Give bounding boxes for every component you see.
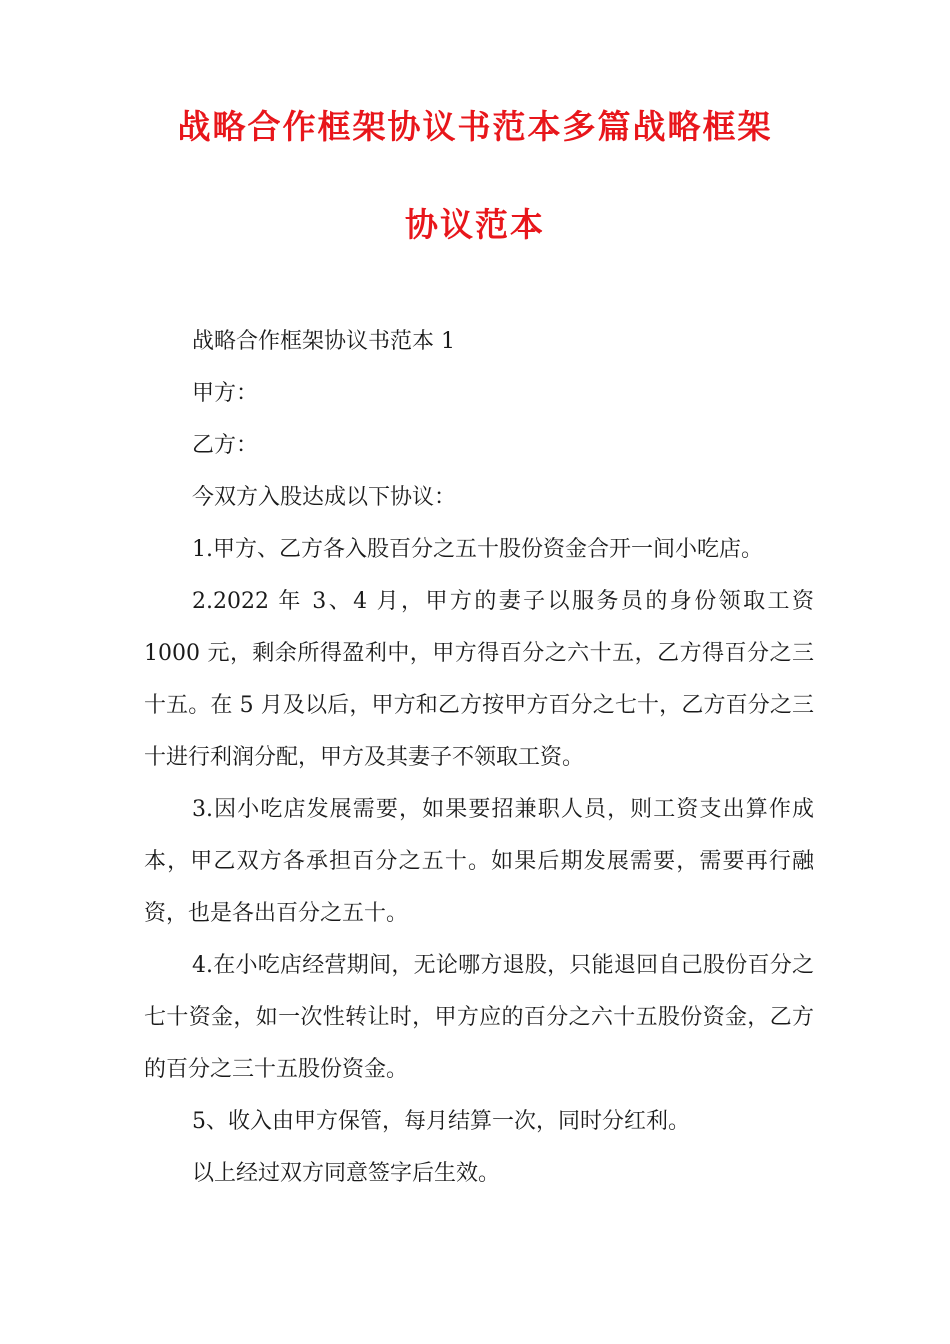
clause-3: 3.因小吃店发展需要，如果要招兼职人员，则工资支出算作成本，甲乙双方各承担百分之五十。如果后期发展需要，需要再行融资，也是各出百分之五十。	[144, 797, 814, 926]
party-b-line: 乙方：	[192, 433, 259, 458]
agreement-intro: 今双方入股达成以下协议：	[192, 485, 457, 510]
clause-2: 2.2022 年 3、4 月，甲方的妻子以服务员的身份领取工资 1000 元，剩余所得盈利中，甲方得百分之六十五，乙方得百分之三十五。在 5 月及以后，甲方和乙方按甲方百分之七十，乙方百分之三十进行利润分配，甲方及其妻子不领取工资。	[144, 589, 814, 770]
closing-statement: 以上经过双方同意签字后生效。	[192, 1161, 501, 1186]
document-title-line-2: 协议范本	[405, 205, 545, 244]
document-title-line-1: 战略合作框架协议书范本多篇战略框架	[177, 107, 773, 146]
clause-4: 4.在小吃店经营期间，无论哪方退股，只能退回自己股份百分之七十资金，如一次性转让时，甲方应的百分之六十五股份资金，乙方的百分之三十五股份资金。	[144, 953, 814, 1082]
document-body	[144, 316, 814, 1200]
party-a-line: 甲方：	[192, 381, 259, 406]
clause-5: 5、收入由甲方保管，每月结算一次，同时分红利。	[192, 1109, 690, 1134]
clause-1: 1.甲方、乙方各入股百分之五十股份资金合开一间小吃店。	[192, 537, 763, 562]
section-heading: 战略合作框架协议书范本 1	[192, 329, 455, 354]
